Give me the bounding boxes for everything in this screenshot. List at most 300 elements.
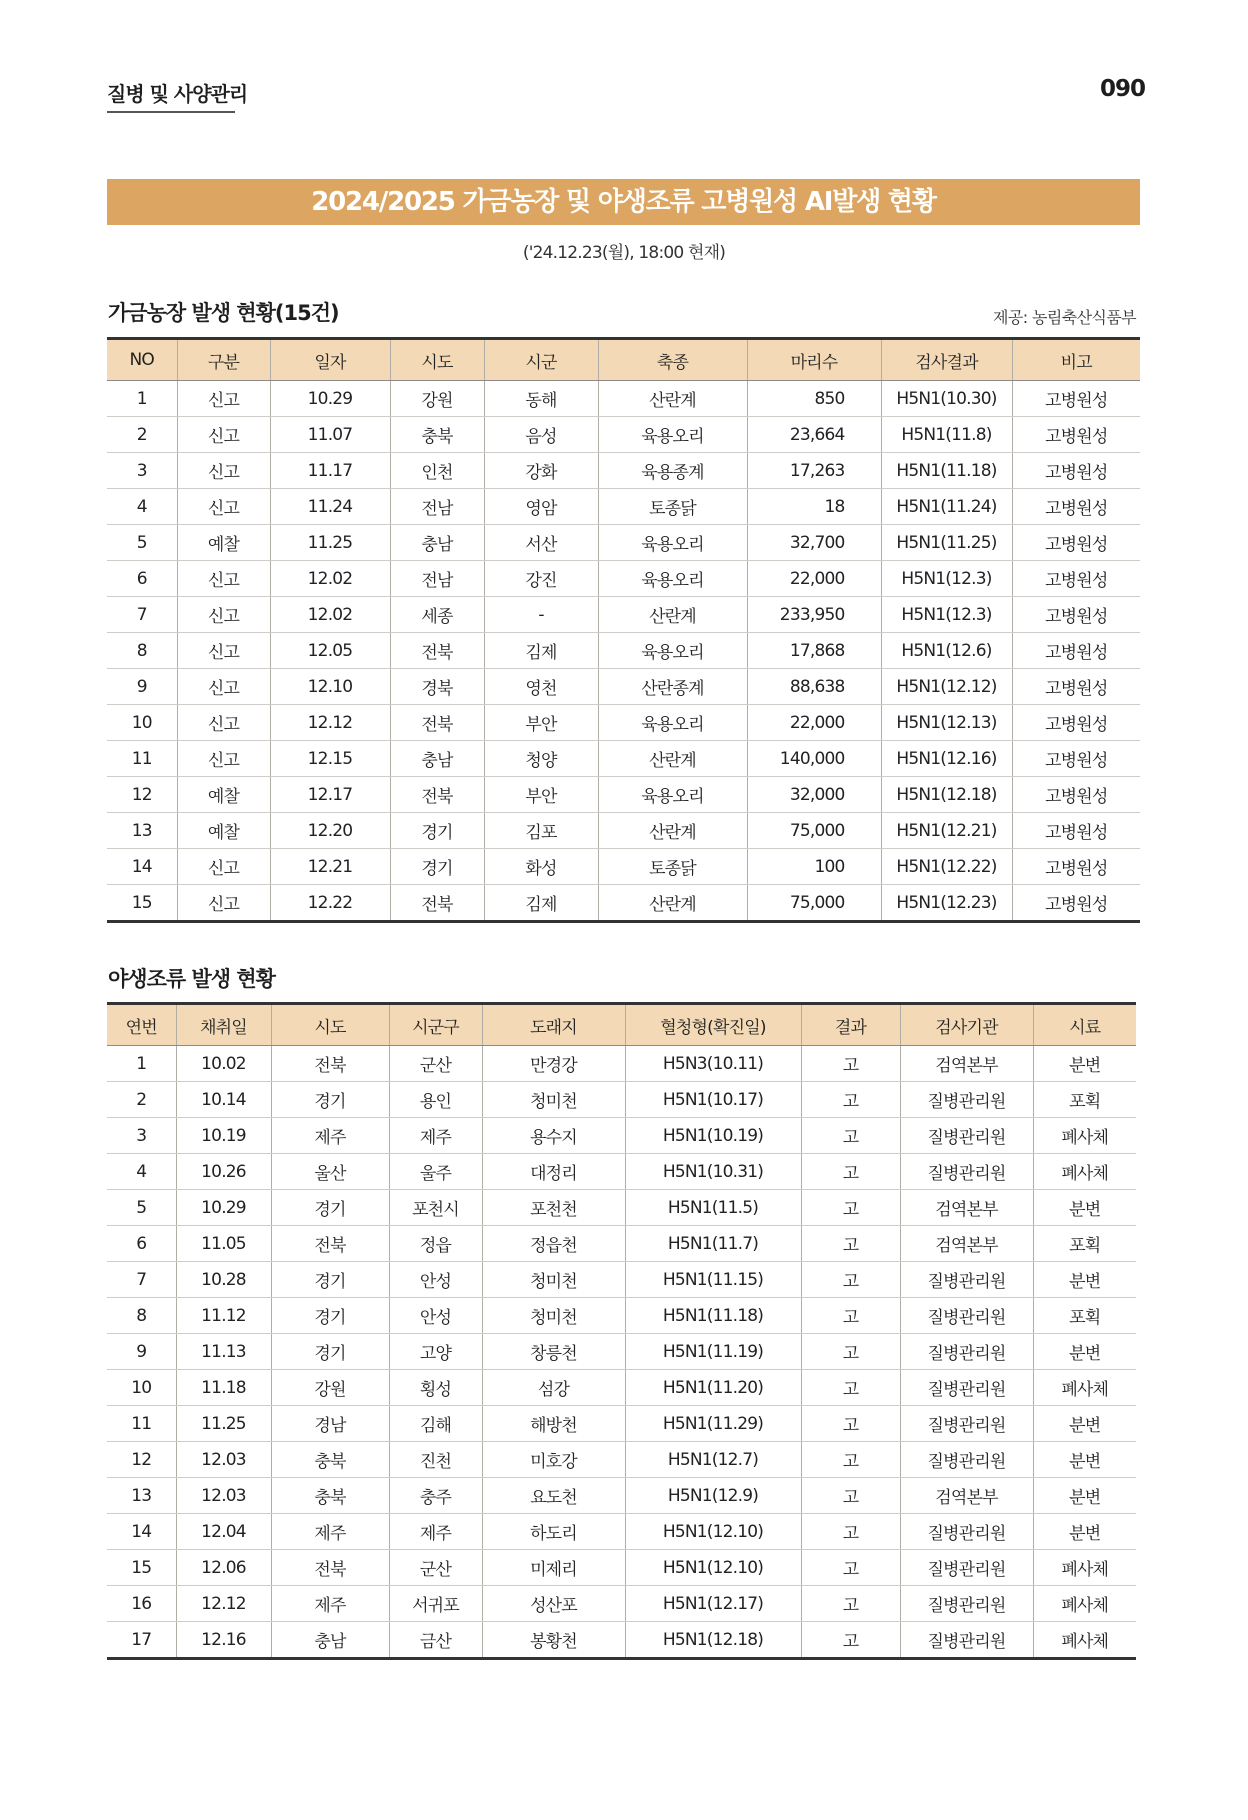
table-cell: 고 (801, 1406, 900, 1442)
page-number: 090 (1100, 76, 1146, 102)
table-cell: 고 (801, 1334, 900, 1370)
table-cell: 고병원성 (1012, 381, 1140, 417)
table-cell: 고 (801, 1046, 900, 1082)
table-cell: 8 (107, 633, 177, 669)
table-cell: 경기 (271, 1334, 389, 1370)
table-cell: 고병원성 (1012, 849, 1140, 885)
table-cell: 충북 (271, 1478, 389, 1514)
table-cell: 12.12 (270, 705, 390, 741)
table-row (107, 813, 1140, 849)
table-cell: 질병관리원 (900, 1442, 1033, 1478)
table-cell: 10.26 (176, 1154, 271, 1190)
table-cell: 12.02 (270, 597, 390, 633)
table-cell: 고 (801, 1478, 900, 1514)
table-cell: 요도천 (482, 1478, 625, 1514)
table-cell: 고 (801, 1622, 900, 1659)
table-cell: 포획 (1033, 1082, 1136, 1118)
table-cell: 1 (107, 1046, 176, 1082)
table-cell: 금산 (389, 1622, 482, 1659)
column-header: 마리수 (747, 339, 881, 381)
table-cell: H5N1(12.16) (881, 741, 1012, 777)
table-row (107, 1370, 1136, 1406)
column-header: 검사결과 (881, 339, 1012, 381)
table-cell: 140,000 (747, 741, 881, 777)
table-cell: H5N1(11.25) (881, 525, 1012, 561)
table-cell: 3 (107, 1118, 176, 1154)
table-cell: 233,950 (747, 597, 881, 633)
table-row (107, 777, 1140, 813)
table-cell: H5N1(12.10) (625, 1550, 801, 1586)
table-cell: 12.04 (176, 1514, 271, 1550)
column-header: 검사기관 (900, 1004, 1033, 1046)
table-cell: 부안 (484, 777, 598, 813)
table-cell: 11.18 (176, 1370, 271, 1406)
table-row (107, 633, 1140, 669)
table-cell: 신고 (177, 489, 270, 525)
wild-table-header-row (107, 1004, 1136, 1046)
table-cell: 17,868 (747, 633, 881, 669)
table-cell: 2 (107, 1082, 176, 1118)
table-row (107, 741, 1140, 777)
table-cell: 분변 (1033, 1478, 1136, 1514)
table-cell: 고 (801, 1082, 900, 1118)
table-cell: 10.02 (176, 1046, 271, 1082)
table-row (107, 1298, 1136, 1334)
table-cell: H5N1(12.18) (881, 777, 1012, 813)
table-cell: 고병원성 (1012, 489, 1140, 525)
table-cell: H5N1(12.10) (625, 1514, 801, 1550)
table-cell: 경기 (271, 1082, 389, 1118)
table-cell: 11.13 (176, 1334, 271, 1370)
table-cell: H5N1(12.7) (625, 1442, 801, 1478)
table-cell: 분변 (1033, 1334, 1136, 1370)
table-cell: 고 (801, 1154, 900, 1190)
table-cell: H5N1(11.5) (625, 1190, 801, 1226)
table-cell: H5N1(12.23) (881, 885, 1012, 922)
table-cell: 충남 (390, 525, 484, 561)
table-cell: 정읍천 (482, 1226, 625, 1262)
table-cell: 11.17 (270, 453, 390, 489)
table-cell: 12.12 (176, 1586, 271, 1622)
table-cell: 용수지 (482, 1118, 625, 1154)
table-cell: 경남 (271, 1406, 389, 1442)
table-cell: 11.25 (176, 1406, 271, 1442)
column-header: 구분 (177, 339, 270, 381)
table-cell: H5N1(10.17) (625, 1082, 801, 1118)
table-cell: H5N1(11.20) (625, 1370, 801, 1406)
table-cell: 육용오리 (598, 705, 747, 741)
table-cell: 11.12 (176, 1298, 271, 1334)
farm-table-header-row (107, 339, 1140, 381)
column-header: 시도 (390, 339, 484, 381)
table-cell: H5N1(11.29) (625, 1406, 801, 1442)
table-cell: 11.07 (270, 417, 390, 453)
table-cell: 850 (747, 381, 881, 417)
table-cell: 질병관리원 (900, 1550, 1033, 1586)
table-cell: 고 (801, 1262, 900, 1298)
table-cell: 6 (107, 1226, 176, 1262)
table-cell: 경북 (390, 669, 484, 705)
table-cell: 강화 (484, 453, 598, 489)
table-cell: 고병원성 (1012, 453, 1140, 489)
table-cell: 11.25 (270, 525, 390, 561)
column-header: 비고 (1012, 339, 1140, 381)
table-row (107, 489, 1140, 525)
table-cell: 김제 (484, 633, 598, 669)
table-cell: 질병관리원 (900, 1406, 1033, 1442)
table-cell: 영천 (484, 669, 598, 705)
table-cell: 예찰 (177, 777, 270, 813)
table-cell: 용인 (389, 1082, 482, 1118)
table-cell: 경기 (390, 849, 484, 885)
table-cell: 육용오리 (598, 633, 747, 669)
table-row (107, 597, 1140, 633)
table-cell: - (484, 597, 598, 633)
table-cell: 토종닭 (598, 489, 747, 525)
table-row (107, 525, 1140, 561)
table-cell: 14 (107, 849, 177, 885)
table-cell: 1 (107, 381, 177, 417)
table-cell: 전남 (390, 561, 484, 597)
table-cell: 제주 (271, 1514, 389, 1550)
table-cell: 17,263 (747, 453, 881, 489)
table-cell: 신고 (177, 417, 270, 453)
table-cell: 분변 (1033, 1190, 1136, 1226)
table-row (107, 1118, 1136, 1154)
table-row (107, 1190, 1136, 1226)
table-cell: 미제리 (482, 1550, 625, 1586)
table-cell: 충북 (271, 1442, 389, 1478)
table-row (107, 885, 1140, 922)
table-cell: 10.29 (176, 1190, 271, 1226)
table-cell: 폐사체 (1033, 1370, 1136, 1406)
table-cell: 7 (107, 597, 177, 633)
table-cell: 질병관리원 (900, 1334, 1033, 1370)
table-cell: 75,000 (747, 813, 881, 849)
table-cell: 제주 (389, 1118, 482, 1154)
table-cell: 고 (801, 1442, 900, 1478)
table-cell: H5N1(11.18) (881, 453, 1012, 489)
table-cell: 육용종계 (598, 453, 747, 489)
table-row (107, 669, 1140, 705)
table-cell: 10 (107, 705, 177, 741)
table-cell: 고병원성 (1012, 741, 1140, 777)
table-cell: 전남 (390, 489, 484, 525)
table-cell: 고 (801, 1370, 900, 1406)
table-cell: 10.29 (270, 381, 390, 417)
table-cell: 안성 (389, 1298, 482, 1334)
table-cell: 진천 (389, 1442, 482, 1478)
table-cell: 경기 (271, 1298, 389, 1334)
table-cell: 분변 (1033, 1406, 1136, 1442)
table-cell: 22,000 (747, 561, 881, 597)
column-header: 채취일 (176, 1004, 271, 1046)
table-cell: H5N1(12.18) (625, 1622, 801, 1659)
table-cell: 12.20 (270, 813, 390, 849)
table-cell: 충북 (390, 417, 484, 453)
farm-section-title: 가금농장 발생 현황(15건) (108, 301, 339, 325)
table-cell: H5N3(10.11) (625, 1046, 801, 1082)
data-source-note: 제공: 농림축산식품부 (993, 308, 1136, 327)
table-cell: 질병관리원 (900, 1514, 1033, 1550)
table-cell: 11.24 (270, 489, 390, 525)
table-cell: 고 (801, 1118, 900, 1154)
table-cell: 고병원성 (1012, 777, 1140, 813)
table-cell: 제주 (271, 1118, 389, 1154)
table-cell: 11 (107, 741, 177, 777)
table-cell: 32,000 (747, 777, 881, 813)
table-cell: 고 (801, 1226, 900, 1262)
table-cell: 육용오리 (598, 417, 747, 453)
table-cell: 육용오리 (598, 525, 747, 561)
table-cell: 12.15 (270, 741, 390, 777)
wild-bird-outbreak-table (107, 1002, 1136, 1660)
table-cell: 검역본부 (900, 1190, 1033, 1226)
farm-outbreak-table (107, 337, 1140, 923)
table-cell: 폐사체 (1033, 1622, 1136, 1659)
table-row (107, 1442, 1136, 1478)
table-cell: 세종 (390, 597, 484, 633)
table-cell: 23,664 (747, 417, 881, 453)
table-cell: H5N1(12.22) (881, 849, 1012, 885)
table-cell: 5 (107, 1190, 176, 1226)
table-cell: 검역본부 (900, 1478, 1033, 1514)
table-row (107, 453, 1140, 489)
column-header: 결과 (801, 1004, 900, 1046)
table-cell: 포획 (1033, 1226, 1136, 1262)
table-cell: 32,700 (747, 525, 881, 561)
table-cell: 횡성 (389, 1370, 482, 1406)
table-cell: H5N1(10.31) (625, 1154, 801, 1190)
table-cell: 12.03 (176, 1442, 271, 1478)
table-cell: 22,000 (747, 705, 881, 741)
table-cell: 신고 (177, 705, 270, 741)
table-cell: H5N1(12.17) (625, 1586, 801, 1622)
table-cell: 포획 (1033, 1298, 1136, 1334)
column-header: 도래지 (482, 1004, 625, 1046)
table-cell: 군산 (389, 1046, 482, 1082)
table-cell: H5N1(11.24) (881, 489, 1012, 525)
table-cell: 서귀포 (389, 1586, 482, 1622)
table-cell: 군산 (389, 1550, 482, 1586)
table-cell: 고 (801, 1586, 900, 1622)
column-header: 시군구 (389, 1004, 482, 1046)
table-cell: 부안 (484, 705, 598, 741)
as-of-date: ('24.12.23(월), 18:00 현재) (522, 243, 726, 263)
table-cell: 질병관리원 (900, 1622, 1033, 1659)
table-cell: 7 (107, 1262, 176, 1298)
table-cell: 17 (131, 1629, 152, 1650)
table-cell: 포천시 (389, 1190, 482, 1226)
table-cell: 청미천 (482, 1298, 625, 1334)
column-header: 혈청형(확진일) (625, 1004, 801, 1046)
table-cell: 4 (107, 489, 177, 525)
table-row (107, 1514, 1136, 1550)
table-cell: 검역본부 (900, 1046, 1033, 1082)
table-cell: 12.16 (176, 1622, 271, 1659)
table-row (107, 561, 1140, 597)
table-cell: 12.22 (270, 885, 390, 922)
table-cell: 청미천 (482, 1262, 625, 1298)
wild-bird-section-title: 야생조류 발생 현황 (108, 967, 275, 991)
table-cell: 신고 (177, 453, 270, 489)
table-cell: 경기 (271, 1262, 389, 1298)
table-cell: 산란계 (598, 885, 747, 922)
table-cell: 김해 (389, 1406, 482, 1442)
table-cell: 13 (107, 1478, 176, 1514)
table-cell: 검역본부 (900, 1226, 1033, 1262)
table-cell: 15 (107, 1550, 176, 1586)
table-cell: 정읍 (389, 1226, 482, 1262)
table-cell: H5N1(12.3) (881, 597, 1012, 633)
table-cell: 질병관리원 (900, 1082, 1033, 1118)
table-cell: 청양 (484, 741, 598, 777)
table-cell: 신고 (177, 633, 270, 669)
table-cell: 폐사체 (1033, 1586, 1136, 1622)
table-cell: 봉황천 (482, 1622, 625, 1659)
table-cell: 토종닭 (598, 849, 747, 885)
table-cell: 질병관리원 (900, 1154, 1033, 1190)
table-cell: 18 (747, 489, 881, 525)
table-cell: 인천 (390, 453, 484, 489)
table-cell: 울산 (271, 1154, 389, 1190)
table-cell: 75,000 (747, 885, 881, 922)
table-cell: 분변 (1033, 1442, 1136, 1478)
table-cell: 충남 (271, 1622, 389, 1659)
table-cell: 8 (107, 1298, 176, 1334)
table-row (107, 1262, 1136, 1298)
table-cell: 6 (107, 561, 177, 597)
table-cell: 질병관리원 (900, 1586, 1033, 1622)
column-header: 시군 (484, 339, 598, 381)
table-cell: 울주 (389, 1154, 482, 1190)
table-cell: 분변 (1033, 1514, 1136, 1550)
table-cell: 분변 (1033, 1262, 1136, 1298)
table-cell: 신고 (177, 669, 270, 705)
table-cell: 고병원성 (1012, 633, 1140, 669)
table-cell: 고병원성 (1012, 705, 1140, 741)
table-row (107, 705, 1140, 741)
table-cell: 육용오리 (598, 777, 747, 813)
table-cell: 안성 (389, 1262, 482, 1298)
table-cell: 서산 (484, 525, 598, 561)
table-cell: 전북 (271, 1046, 389, 1082)
running-header-section: 질병 및 사양관리 (107, 78, 247, 113)
table-cell: 고병원성 (1012, 813, 1140, 849)
table-cell: 육용오리 (598, 561, 747, 597)
table-cell: 미호강 (482, 1442, 625, 1478)
table-cell: H5N1(10.30) (881, 381, 1012, 417)
column-header: 시도 (271, 1004, 389, 1046)
table-cell: 12.17 (270, 777, 390, 813)
table-cell: 전북 (390, 885, 484, 922)
table-cell: 고병원성 (1012, 525, 1140, 561)
table-cell: 폐사체 (1033, 1118, 1136, 1154)
table-cell: 고 (801, 1190, 900, 1226)
table-cell: 16 (107, 1586, 176, 1622)
table-cell: 12 (107, 1442, 176, 1478)
table-cell: 전북 (390, 705, 484, 741)
table-cell: 폐사체 (1033, 1154, 1136, 1190)
table-cell: 만경강 (482, 1046, 625, 1082)
table-cell: 신고 (177, 849, 270, 885)
table-cell: 10.19 (176, 1118, 271, 1154)
table-cell: 강원 (271, 1370, 389, 1406)
table-cell: 대정리 (482, 1154, 625, 1190)
table-cell: 11 (107, 1406, 176, 1442)
table-cell: 질병관리원 (900, 1262, 1033, 1298)
table-cell: 5 (107, 525, 177, 561)
table-cell: 음성 (484, 417, 598, 453)
table-cell: 고 (801, 1550, 900, 1586)
table-row (107, 1082, 1136, 1118)
table-cell: 제주 (271, 1586, 389, 1622)
table-row (107, 1622, 1136, 1659)
table-cell: 12.10 (270, 669, 390, 705)
table-cell: H5N1(11.7) (625, 1226, 801, 1262)
table-cell: 신고 (177, 741, 270, 777)
table-cell: 해방천 (482, 1406, 625, 1442)
table-row (107, 381, 1140, 417)
table-cell: 12 (107, 777, 177, 813)
column-header: 일자 (270, 339, 390, 381)
table-cell: 15 (131, 892, 152, 913)
table-row (107, 1586, 1136, 1622)
table-cell: 신고 (177, 381, 270, 417)
table-cell: H5N1(12.9) (625, 1478, 801, 1514)
table-cell: 질병관리원 (900, 1298, 1033, 1334)
table-cell: 예찰 (177, 525, 270, 561)
table-cell: 김제 (484, 885, 598, 922)
table-cell: 영암 (484, 489, 598, 525)
table-cell: 12.03 (176, 1478, 271, 1514)
table-cell: 88,638 (747, 669, 881, 705)
table-cell: 창릉천 (482, 1334, 625, 1370)
table-cell: 동해 (484, 381, 598, 417)
table-cell: H5N1(11.19) (625, 1334, 801, 1370)
table-row (107, 417, 1140, 453)
table-cell: 강원 (390, 381, 484, 417)
table-cell: 14 (107, 1514, 176, 1550)
column-header: 축종 (598, 339, 747, 381)
table-cell: 성산포 (482, 1586, 625, 1622)
table-row (107, 1154, 1136, 1190)
table-cell: 전북 (390, 633, 484, 669)
table-cell: 3 (107, 453, 177, 489)
table-cell: 신고 (177, 597, 270, 633)
table-cell: 9 (107, 669, 177, 705)
table-cell: 신고 (177, 885, 270, 922)
column-header: NO (107, 339, 177, 381)
table-cell: 100 (747, 849, 881, 885)
table-cell: 고병원성 (1012, 597, 1140, 633)
table-cell: 12.02 (270, 561, 390, 597)
table-cell: H5N1(12.6) (881, 633, 1012, 669)
table-cell: 전북 (390, 777, 484, 813)
table-row (107, 1406, 1136, 1442)
table-cell: H5N1(11.8) (881, 417, 1012, 453)
table-cell: 화성 (484, 849, 598, 885)
table-cell: H5N1(12.3) (881, 561, 1012, 597)
column-header: 시료 (1033, 1004, 1136, 1046)
table-row (107, 1334, 1136, 1370)
table-cell: 전북 (271, 1550, 389, 1586)
table-cell: 고병원성 (1012, 669, 1140, 705)
table-cell: H5N1(12.12) (881, 669, 1012, 705)
table-cell: H5N1(12.21) (881, 813, 1012, 849)
table-cell: 질병관리원 (900, 1370, 1033, 1406)
table-cell: 고 (801, 1298, 900, 1334)
